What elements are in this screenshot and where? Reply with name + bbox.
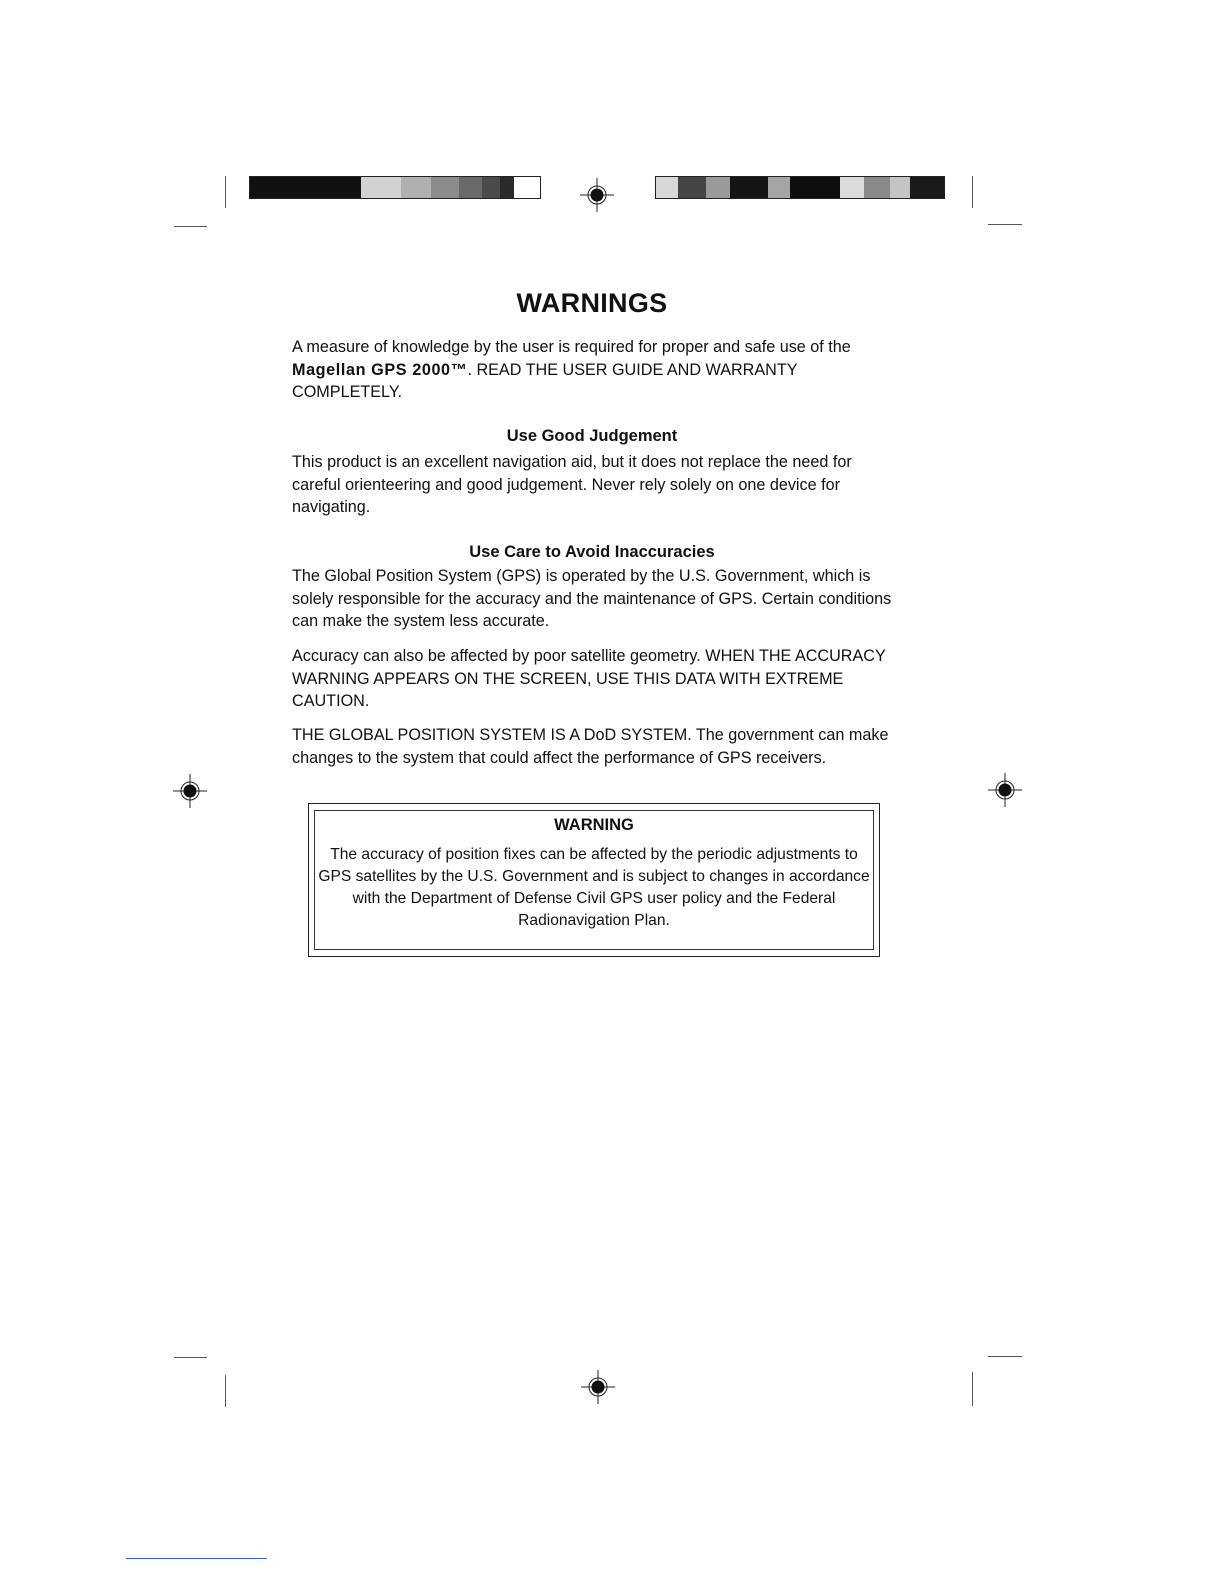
crop-mark-bottom-left	[225, 1375, 226, 1407]
judgement-paragraph: This product is an excellent navigation aid, but it does not replace the need for careful orienteering and good judgement. Never rely solely on one device for navigating.	[292, 453, 852, 516]
warning-box-title: WARNING	[554, 816, 634, 834]
warning-box-body: The accuracy of position fixes can be affected by the periodic adjustments to GPS satellites by the U.S. Government and is subject to changes in accordance with the Department of Defense Civil GPS user policy and the Federal Radionavigation Plan.	[318, 846, 870, 929]
registration-mark-right-icon	[988, 773, 1022, 807]
intro-paragraph	[292, 336, 892, 404]
color-bar-left	[249, 176, 541, 199]
page-title: WARNINGS	[516, 288, 668, 318]
inaccuracies-paragraph-1: The Global Position System (GPS) is operated by the U.S. Government, which is solely responsible for the accuracy and the maintenance of GPS. Certain conditions can make the system less accurate.	[292, 567, 892, 630]
crop-mark-bottom-right-h	[988, 1356, 1022, 1357]
section-heading-judgement: Use Good Judgement	[506, 427, 678, 445]
crop-mark-top-right	[972, 176, 973, 208]
registration-mark-left-icon	[173, 774, 207, 808]
inaccuracies-paragraph-2: Accuracy can also be affected by poor satellite geometry. WHEN THE ACCURACY WARNING APPEARS ON THE SCREEN, USE THIS DATA WITH EXTREME CAUTION.	[292, 647, 886, 710]
product-name: Magellan GPS 2000™	[292, 360, 468, 379]
intro-text-before: A measure of knowledge by the user is required for proper and safe use of the	[292, 338, 851, 356]
inaccuracies-paragraph-3: THE GLOBAL POSITION SYSTEM IS A DoD SYSTEM. The government can make changes to the system that could affect the performance of GPS receivers.	[292, 726, 889, 767]
crop-mark-top-left-h	[174, 226, 207, 227]
intro-text-after: . READ THE USER GUIDE AND WARRANTY COMPLETELY.	[292, 360, 798, 401]
registration-mark-top-icon	[580, 178, 614, 212]
crop-mark-top-left	[225, 176, 226, 208]
crop-mark-top-right-h	[988, 224, 1022, 225]
crop-mark-bottom-right	[972, 1372, 973, 1406]
warning-box	[308, 803, 880, 957]
crop-mark-bottom-left-h	[174, 1357, 207, 1358]
registration-mark-bottom-icon	[581, 1370, 615, 1404]
color-bar-right	[655, 176, 945, 199]
section-heading-inaccuracies: Use Care to Avoid Inaccuracies	[469, 543, 715, 561]
bottom-underline	[126, 1558, 267, 1559]
